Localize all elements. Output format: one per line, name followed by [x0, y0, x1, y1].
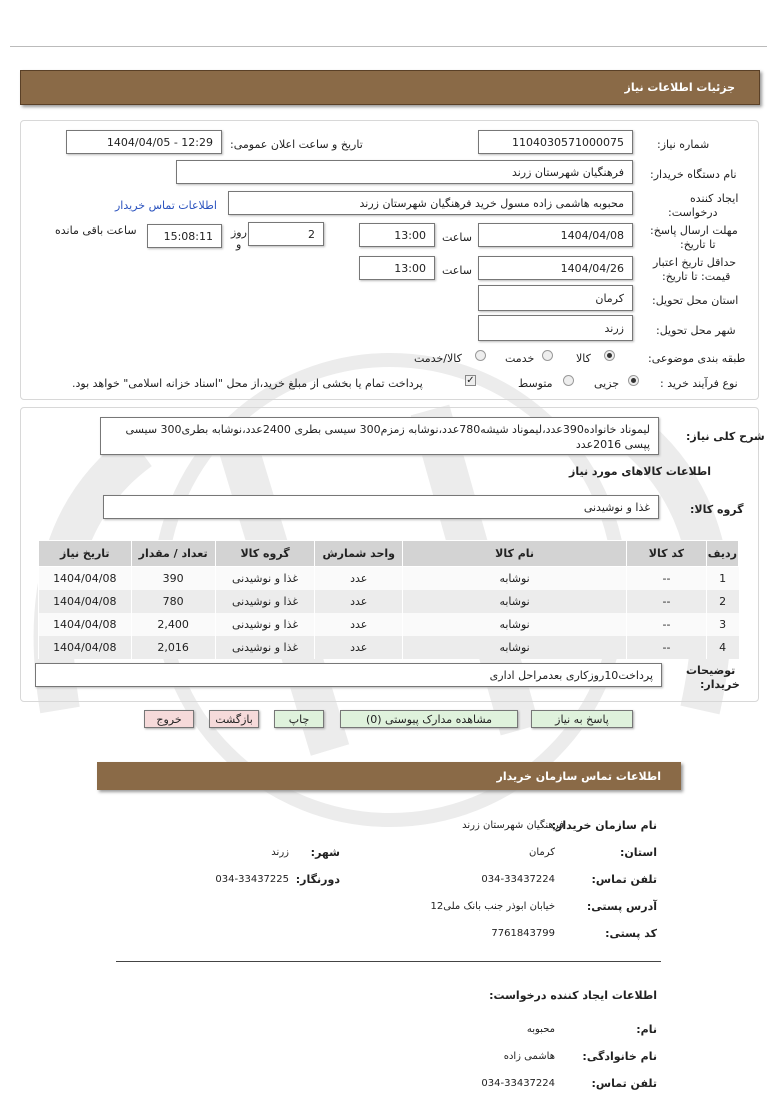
buyer-org-label: نام دستگاه خریدار:	[650, 168, 737, 181]
cell-row: 1	[706, 567, 738, 591]
creator-name-value: محبوبه	[526, 1024, 555, 1035]
exit-button[interactable]: خروج	[144, 710, 194, 728]
contact-postal-label: کد پستی:	[605, 927, 657, 940]
table-row	[39, 567, 739, 591]
days-field: 2	[248, 222, 324, 246]
cell-qty: 2,016	[131, 636, 215, 659]
contact-province-label: استان:	[620, 846, 657, 859]
view-docs-button[interactable]: مشاهده مدارک پیوستی (0)	[340, 710, 518, 728]
need-number-field: 1104030571000075	[478, 130, 633, 154]
process-label: نوع فرآیند خرید :	[660, 377, 738, 390]
creator-family-label: نام خانوادگی:	[582, 1050, 657, 1063]
cell-unit: عدد	[315, 590, 403, 613]
cell-row: 4	[706, 636, 738, 659]
cell-code: --	[627, 636, 707, 659]
cell-group: غذا و نوشیدنی	[215, 636, 315, 659]
page-header	[20, 70, 760, 105]
cell-unit: عدد	[315, 613, 403, 636]
col-group: گروه کالا	[215, 541, 315, 567]
creator-phone-label: تلفن تماس:	[591, 1077, 657, 1090]
cell-group: غذا و نوشیدنی	[215, 590, 315, 613]
category-option-goods: کالا	[576, 352, 591, 365]
contact-header	[97, 762, 681, 790]
goods-section-title: اطلاعات کالاهای مورد نیاز	[569, 465, 711, 478]
city-field: زرند	[478, 315, 633, 341]
validity-label-2: قیمت: تا تاریخ:	[662, 270, 731, 283]
buyer-org-field: فرهنگیان شهرستان زرند	[176, 160, 633, 184]
cell-name: نوشابه	[403, 590, 627, 613]
reply-deadline-label-1: مهلت ارسال پاسخ:	[650, 224, 738, 237]
contact-phone-label: تلفن تماس:	[591, 873, 657, 886]
payment-note: پرداخت تمام یا بخشی از مبلغ خرید،از محل "اسناد خزانه اسلامی" خواهد بود.	[72, 377, 423, 390]
table-row	[39, 590, 739, 613]
cell-code: --	[627, 567, 707, 591]
cell-group: غذا و نوشیدنی	[215, 613, 315, 636]
need-number-label: شماره نیاز:	[657, 138, 710, 151]
creator-label-1: ایجاد کننده	[690, 192, 739, 205]
process-radio-minor[interactable]	[628, 375, 639, 386]
creator-phone-value: 034-33437224	[481, 1078, 555, 1089]
announce-field: 1404/04/05 - 12:29	[66, 130, 222, 154]
cell-date: 1404/04/08	[39, 613, 132, 636]
reply-button[interactable]: پاسخ به نیاز	[531, 710, 633, 728]
description-label: شرح کلی نیاز:	[686, 430, 765, 443]
remaining-label: ساعت باقی مانده	[55, 224, 137, 237]
creator-label-2: درخواست:	[668, 206, 718, 219]
cell-qty: 780	[131, 590, 215, 613]
creator-field: محبوبه هاشمی زاده مسول خرید فرهنگیان شهرستان زرند	[228, 191, 633, 215]
cell-name: نوشابه	[403, 567, 627, 591]
validity-date-field: 1404/04/26	[478, 256, 633, 280]
treasury-checkbox[interactable]: ✓	[466, 375, 475, 386]
contact-divider	[116, 961, 661, 962]
reply-deadline-label-2: تا تاریخ:	[680, 238, 716, 251]
reply-hour-label: ساعت	[442, 231, 472, 244]
cell-date: 1404/04/08	[39, 567, 132, 591]
buyer-notes-field: پرداخت10روزکاری بعدمراحل اداری	[35, 663, 662, 687]
category-option-service: خدمت	[505, 352, 535, 365]
contact-phone-value: 034-33437224	[481, 874, 555, 885]
remaining-time-field: 15:08:11	[147, 224, 222, 248]
back-button[interactable]: بازگشت	[209, 710, 259, 728]
reply-time-field: 13:00	[359, 223, 435, 247]
col-row: ردیف	[706, 541, 738, 567]
col-unit: واحد شمارش	[315, 541, 403, 567]
reply-date-field: 1404/04/08	[478, 223, 633, 247]
goods-group-field: غذا و نوشیدنی	[103, 495, 659, 519]
cell-row: 2	[706, 590, 738, 613]
contact-title: اطلاعات تماس سازمان خریدار	[496, 770, 661, 783]
province-label: استان محل تحویل:	[652, 294, 739, 307]
cell-date: 1404/04/08	[39, 636, 132, 659]
col-code: کد کالا	[627, 541, 707, 567]
announce-label: تاریخ و ساعت اعلان عمومی:	[230, 138, 363, 151]
cell-date: 1404/04/08	[39, 590, 132, 613]
col-name: نام کالا	[403, 541, 627, 567]
category-radio-service[interactable]	[542, 350, 553, 361]
contact-postal-value: 7761843799	[491, 928, 555, 939]
top-divider	[10, 46, 767, 47]
page-title: جزئیات اطلاعات نیاز	[624, 81, 735, 94]
contact-address-value: خیابان ابوذر جنب بانک ملی12	[430, 901, 555, 912]
category-label: طبقه بندی موضوعی:	[648, 352, 746, 365]
cell-qty: 2,400	[131, 613, 215, 636]
category-radio-goods[interactable]	[604, 350, 615, 361]
cell-code: --	[627, 613, 707, 636]
contact-org-label: نام سازمان خریدار:	[551, 819, 657, 832]
category-option-goods-service: کالا/خدمت	[414, 352, 462, 365]
cell-group: غذا و نوشیدنی	[215, 567, 315, 591]
contact-fax-label: دورنگار:	[295, 873, 340, 886]
print-button[interactable]: چاپ	[274, 710, 324, 728]
contact-fax-value: 034-33437225	[215, 874, 289, 885]
cell-unit: عدد	[315, 636, 403, 659]
category-radio-goods-service[interactable]	[475, 350, 486, 361]
col-date: تاریخ نیاز	[39, 541, 132, 567]
creator-name-label: نام:	[636, 1023, 657, 1036]
validity-hour-label: ساعت	[442, 264, 472, 277]
buyer-notes-label-1: توضیحات	[686, 664, 736, 677]
contact-address-label: آدرس پستی:	[586, 900, 657, 913]
buyer-notes-label-2: خریدار:	[700, 678, 740, 691]
goods-group-label: گروه کالا:	[690, 503, 744, 516]
cell-name: نوشابه	[403, 613, 627, 636]
buyer-contact-link[interactable]: اطلاعات تماس خریدار	[115, 199, 217, 212]
cell-row: 3	[706, 613, 738, 636]
city-label: شهر محل تحویل:	[656, 324, 736, 337]
process-radio-medium[interactable]	[563, 375, 574, 386]
creator-family-value: هاشمی زاده	[503, 1051, 555, 1062]
table-row	[39, 613, 739, 636]
contact-province-value: کرمان	[528, 847, 555, 858]
days-label: روز	[231, 226, 247, 239]
validity-label-1: حداقل تاریخ اعتبار	[653, 256, 737, 269]
validity-time-field: 13:00	[359, 256, 435, 280]
cell-code: --	[627, 590, 707, 613]
process-option-minor: جزیی	[594, 377, 620, 390]
cell-name: نوشابه	[403, 636, 627, 659]
creator-info-title: اطلاعات ایجاد کننده درخواست:	[489, 989, 657, 1002]
cell-unit: عدد	[315, 567, 403, 591]
and-label: و	[236, 238, 242, 251]
province-field: کرمان	[478, 285, 633, 311]
cell-qty: 390	[131, 567, 215, 591]
description-field: لیموناد خانواده390عدد،لیموناد شیشه780عدد،نوشابه زمزم300 سیسی بطری 2400عدد،نوشابه بطری300 سیسی پپسی 2016عدد	[100, 417, 659, 455]
process-option-medium: متوسط	[518, 377, 553, 390]
goods-table-header	[39, 541, 739, 567]
contact-city-value: زرند	[271, 847, 289, 858]
contact-city-label: شهر:	[310, 846, 340, 859]
col-qty: تعداد / مقدار	[131, 541, 215, 567]
contact-org-value: فرهنگیان شهرستان زرند	[462, 820, 564, 831]
goods-table	[38, 540, 739, 659]
table-row	[39, 636, 739, 659]
